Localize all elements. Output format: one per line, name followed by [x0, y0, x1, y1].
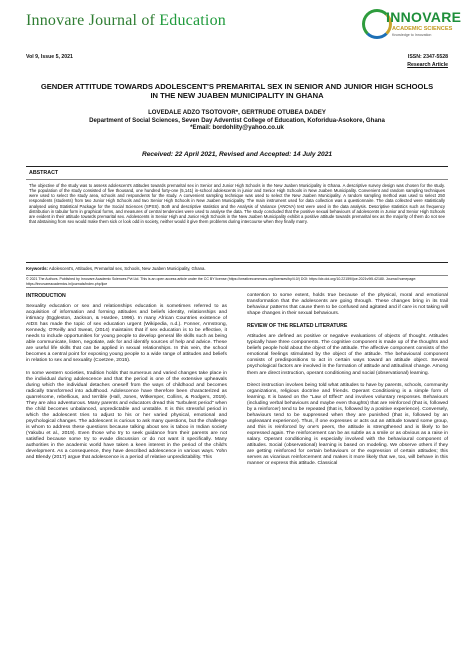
issn: ISSN: 2347-5528 — [407, 54, 448, 60]
keywords — [26, 266, 448, 271]
abstract-heading: ABSTRACT — [26, 167, 448, 180]
author-block — [40, 109, 434, 132]
received-dates: Received: 22 April 2021, Revised and Accepted: 14 July 2021 — [141, 151, 333, 158]
left-column — [26, 293, 227, 467]
author-email: *Email: bordohlity@yahoo.co.uk — [190, 124, 284, 132]
paragraph: Sexuality education or sex and relationships education is sometimes referred to as acquisition of information and forming attitudes and beliefs identity, relationships and intimacy (Eggleston, Jackson, & Hardee, 1996). In many African Countries existence of AIDS has made the topic of sex education urgent (Wikipedia, n.d.). Fonner, Armstrong, Kennedy, O'Reilly and Sweat, (2014) maintains that if sex education is to be effective, it needs to include opportunities for young people to develop general life skills such as being able communicate, listen, negotiate, ask for and identify sources of help and advice. These are useful life skills that can be applied in sexual relationships. In this vein, the school becomes a central point for exposing young people to a wide range of attitudes and beliefs in relation to sex and sexuality (Coetzee, 2015). — [26, 304, 227, 364]
publisher-logo — [362, 5, 462, 49]
paragraph: Attitudes are defined as positive or negative evaluations of objects of thought. Attitudes typically have three components. The cognitive component is made up of the thoughts and beliefs people hold about the object of the attitude. The affective component consists of the emotional feelings stimulated by the object of the attitude. The behavioural component consists of predispositions to act in certain ways toward an attitude object. Several psychological factors are involved in the formation of attitude and attitudinal change. Among them are direct instruction, operant conditioning and social (observational) learning. — [247, 334, 448, 376]
journal-title — [26, 12, 226, 30]
volume-info: Vol 9, Issue 5, 2021 — [26, 54, 73, 60]
journal-header — [0, 0, 474, 62]
issn-block — [407, 54, 448, 68]
copyright-notice: © 2021 The Authors. Published by Innovare Academic Sciences Pvt Ltd. This is an open access article under the CC BY license (https://creativecommons.org/licenses/by/4.0/) DOI: https://dx.doi.org/10.22159/ijoe.2021v9i5.42180. Journal homepage: https://innovareacademics.in/journals/index.php/ijoe — [26, 275, 448, 288]
keywords-label: Keywords: — [26, 266, 48, 271]
right-column — [247, 293, 448, 473]
abstract-text: The objective of the study was to assess adolescent's attitudes towards premarital sex in Senior and Junior High Schools in the New Juaben Municipality in Ghana. A descriptive survey design was chosen for the study. The population of the study consisted of five thousand, one hundred forty-one (5,141) in-school adolescents in junior and Senior High Schools in New Juaben Municipality. Convenient and random sampling techniques were used to select the study area, schools and respondents for the study. A convenient sampling technique was used to select the New Juaben Municipality. A random sampling method was used to select 250 respondents (students) from two Junior High Schools and two Senior High Schools in New Juaben Municipality. The main instrument used for data collection was a questionnaire. The data collected were statistically analysed using Statistical Package for the Social Sciences (SPSS). Both and descriptive statistics and the Analysis of Variance (ANOVA) test were used in the data analysis. Descriptive statistics such as frequency distribution in tabular form in graphical forms, and measures of central tendencies were used to analyse the data. The study concluded that the positive sexual behaviours of adolescents in Junior and Senior High Schools are evident in their attitude towards premarital sex. Adolescents in Senior High and Junior High Schools in the New Juaben Municipality exhibit a positive attitude towards premarital sex as the majority of them do not see that abstaining from sex would make them sick or look odd in society, neither would it give them problems during intercourse when they finally marry. — [29, 183, 445, 225]
abstract-section — [26, 166, 448, 263]
article-type: Research Article — [407, 62, 448, 68]
journal-title-subject: Education — [159, 12, 226, 29]
paper-title: GENDER ATTITUDE TOWARDS ADOLESCENT'S PREMARITAL SEX IN SENIOR AND JUNIOR HIGH SCHOOLS IN THE NEW JUABEN MUNICIPALITY IN GHANA — [40, 82, 434, 101]
logo-name: INNOVARE — [386, 9, 462, 25]
review-heading: REVIEW OF THE RELATED LITERATURE — [247, 323, 348, 330]
affiliation: Department of Social Sciences, Seven Day Adventist College of Education, Koforidua-Asokore, Ghana — [89, 116, 385, 124]
paragraph: In some western societies, tradition holds that numerous and varied changes take place in the individual during adolescence and that the period is one of the extensive upheavals during which the individual detaches oneself from the ways of childhood and becomes radically transformed into adulthood. Adolescence have therefore been characterized as quarrelsome, rebellious, and terrible (Hall, Jones, Witkemper, Collins, & Rodgers, 2019). They are also adventurous. Many parents and educators dread this "turbulent period" when the child becomes unbalanced, unpredictable and unstable. It is this stressful period in which the adolescent tries to adjust to his or her varied physical, emotional and psychological changes. The adolescent is curious to ask many questions, but the challenge is whom to address these questions because talking about sex is taboo in Indian society (Yakubu et al., 2019). Even those who try to seek guidance from their parents are not satisfied because some try to evade discussion or do not want it specifically. Many authorities in the academic world have taken a keen interest in the period of the child's development. As a consequence, they have described adolescence in various ways. Yohn and Blendy (2017) argue that adolescence is a period of relative unpredictability. This — [26, 370, 227, 461]
authors: LOVEDALE ADZO TSOTOVOR*, GERTRUDE OTUBEA DADEY — [148, 109, 326, 116]
logo-subtitle: ACADEMIC SCIENCES — [392, 26, 453, 32]
paragraph: Direct instruction involves being told what attitudes to have by parents, schools, community organizations, religious doctrine and friends. Operant Conditioning is a simple form of learning. It is based on the "Law of Effect" and involves voluntary responses. Behaviours (including verbal behaviours and maybe even thoughts) that are reinforced (that is, followed by a reinforcer) tend to be repeated (that is, followed by a positive experience). Conversely, behaviours tend to be suppressed when they are punished (that is, followed by an unpleasant experience). Thus, if one expresses or acts out an attitude toward some group, and this is reinforced by one's peers, the attitude is strengthened and is likely to be expressed again. The reinforcement can be as subtle as a smile or as obvious as a raise in salary. Operant conditioning is especially involved with the behavioural component of attitudes. Social (observational) learning is based on modeling. We observe others if they are getting reinforced for certain behaviours or the expression of certain attitudes; this serves as vicarious reinforcement and makes it more likely that we, too, will behave in this manner or express this attitude. Classical — [247, 382, 448, 467]
logo-tagline: Knowledge to Innovation — [392, 33, 432, 37]
paragraph: contention to some extent, holds true because of the physical, moral and emotional transformation that the adolescents are going through. These changes bring in its trail behaviour patterns that cause them to be confused and agitated and if care is not taking will shape changes in their sexual behaviours. — [247, 293, 448, 317]
introduction-heading: INTRODUCTION — [26, 293, 66, 299]
journal-title-prefix: Innovare Journal of — [26, 12, 160, 29]
keywords-text: Adolescent's, Attitudes, Premarital sex, Schools, New Juaben Municipality, Ghana. — [47, 266, 206, 271]
